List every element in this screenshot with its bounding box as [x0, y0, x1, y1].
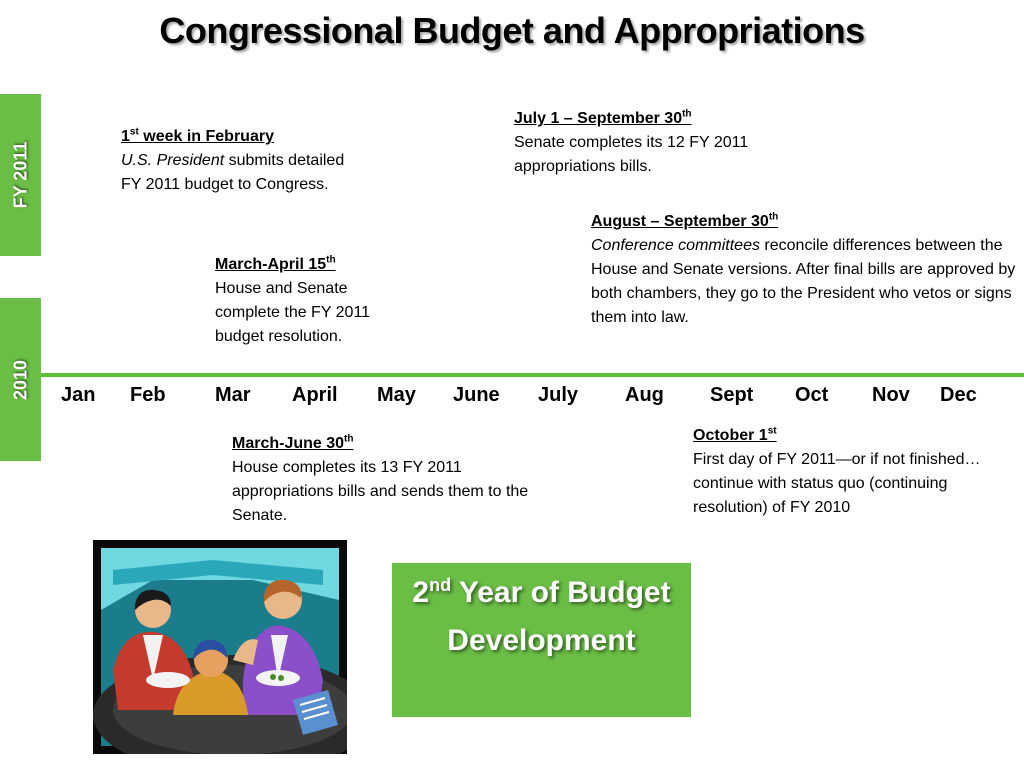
month-mar: Mar	[215, 384, 251, 406]
event-heading: October 1st	[693, 425, 777, 444]
event-heading: March-April 15th	[215, 254, 336, 273]
month-july: July	[538, 384, 579, 406]
event-march-april	[215, 253, 415, 349]
event-body: House completes its 13 FY 2011 appropriations bills and sends them to the Senate.	[232, 459, 529, 524]
event-february	[121, 125, 361, 197]
event-body: Senate completes its 12 FY 2011 appropriations bills.	[514, 134, 749, 175]
event-july-september	[514, 107, 804, 179]
month-jan: Jan	[61, 384, 96, 406]
event-heading: July 1 – September 30th	[514, 108, 692, 127]
event-heading: August – September 30th	[591, 211, 779, 230]
month-sept: Sept	[710, 384, 754, 406]
month-oct: Oct	[795, 384, 829, 406]
event-body: U.S. President submits detailed FY 2011 budget to Congress.	[121, 152, 345, 193]
page-title: Congressional Budget and Appropriations	[159, 10, 865, 51]
event-heading: March-June 30th	[232, 433, 354, 452]
meeting-clipart	[93, 540, 347, 754]
event-heading: 1st week in February	[121, 126, 274, 145]
month-june: June	[453, 384, 500, 406]
month-april: April	[292, 384, 338, 406]
event-march-june	[232, 432, 532, 528]
fy-tab-label: FY 2011	[10, 141, 30, 209]
fy-2011-tab	[0, 94, 41, 256]
month-feb: Feb	[130, 384, 166, 406]
month-aug: Aug	[625, 384, 664, 406]
event-body: House and Senate complete the FY 2011 budget resolution.	[215, 280, 371, 345]
month-nov: Nov	[872, 384, 910, 406]
year-tab-label: 2010	[10, 359, 30, 400]
event-october	[693, 424, 993, 520]
year-2010-tab	[0, 298, 41, 461]
event-august-september	[591, 210, 1016, 330]
budget-year-callout: 2nd Year of Budget Development	[392, 563, 691, 717]
meeting-clipart-svg	[93, 540, 347, 754]
month-dec: Dec	[940, 384, 977, 406]
month-may: May	[377, 384, 416, 406]
event-body: Conference committees reconcile differences between the House and Senate versions. After final bills are approved by both chambers, they go to the President who vetos or signs them into law.	[591, 237, 1016, 326]
timeline-line	[41, 373, 1024, 377]
event-body: First day of FY 2011—or if not finished…continue with status quo (continuing resolution) of FY 2010	[693, 451, 981, 516]
